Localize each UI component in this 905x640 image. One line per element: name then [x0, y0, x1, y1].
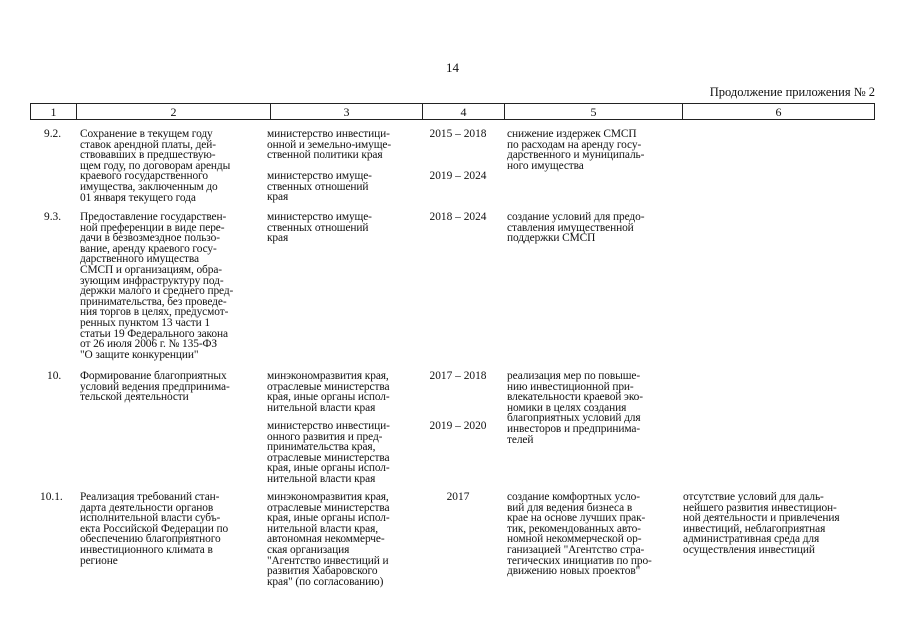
row-number: 9.3. — [44, 211, 62, 223]
column-number: 3 — [271, 104, 423, 120]
measure-text: Реализация требований стан- дарта деятельности органов исполнительной власти субъ- екта Российской Федерации по обеспечению благоприятного инвестиционного климата в регионе — [80, 491, 229, 567]
column-number: 1 — [31, 104, 77, 120]
result-text: создание условий для предо- ставления имущественной поддержки СМСП — [507, 211, 645, 245]
row-number: 9.2. — [44, 128, 62, 140]
executor-text: министерство инвестици- онной и земельно-имуще- ственной политики края — [267, 128, 392, 162]
result-text: создание комфортных усло- вий для ведения бизнеса в крае на основе лучших прак- тик, рекомендованных авто- номной некоммерческой ор- ганизацией "Агентство стра- тегических инициатив по про- движению новых проектов" — [507, 491, 652, 578]
period-text: 2015 – 2018 — [429, 128, 487, 140]
column-number: 6 — [683, 104, 875, 120]
row-number: 10. — [47, 370, 62, 382]
executor-text: министерство имуще- ственных отношений края — [267, 211, 372, 245]
period-text: 2017 – 2018 — [429, 370, 487, 382]
page-number: 14 — [446, 60, 459, 75]
measure-text: Предоставление государствен- ной преференции в виде пере- дачи в безвозмездное пользо- вание, аренду краевого госу- дарственного имущества СМСП и организациям, обра- зующим инфраструктуру под- держки малого и среднего пред- принимательства, без проведе- ния торгов в целях, предусмот- ренных пунктом 13 части 1 статьи 19 Федерального закона от 26 июля 2006 г. № 135-ФЗ "О защите конкуренции" — [80, 211, 234, 361]
row-number: 10.1. — [40, 491, 63, 503]
measure-text: Формирование благоприятных условий ведения предпринима- тельской деятельности — [80, 370, 230, 404]
result-text: реализация мер по повыше- нию инвестиционной при- влекательности краевой эко- номики в целях создания благоприятных условий для инвесторов и предпринима- телей — [507, 370, 643, 446]
executor-text: минэкономразвития края, отраслевые министерства края, иные органы испол- нительной власти края, автономная некоммерче- ская организация "Агентство инвестиций и развития Хабаровского края" (по согласованию) — [267, 491, 390, 588]
column-number-header — [30, 103, 875, 120]
column-number: 2 — [77, 104, 271, 120]
period-text: 2019 – 2024 — [429, 170, 487, 182]
column-number: 4 — [423, 104, 505, 120]
period-text: 2018 – 2024 — [429, 211, 487, 223]
executor-text: министерство имуще- ственных отношений края — [267, 170, 372, 204]
continuation-caption: Продолжение приложения № 2 — [709, 85, 875, 99]
period-text: 2019 – 2020 — [429, 420, 487, 432]
consequence-text: отсутствие условий для даль- нейшего развития инвестицион- ной деятельности и привлечения инвестиций, неблагоприятная административная среда для осуществления инвестиций — [683, 491, 840, 556]
executor-text: министерство инвестици- онного развития и пред- принимательства края, отраслевые министерства края, иные органы испол- нительной власти края — [267, 420, 390, 485]
column-number: 5 — [505, 104, 683, 120]
result-text: снижение издержек СМСП по расходам на аренду госу- дарственного и муниципаль- ного имущества — [507, 128, 645, 172]
measure-text: Сохранение в текущем году ставок арендной платы, дей- ствовавших в предшествую- щем году, по договорам аренды краевого государственного имущества, заключенным до 01 января текущего года — [80, 128, 231, 204]
period-text: 2017 — [446, 491, 470, 503]
executor-text: минэкономразвития края, отраслевые министерства края, иные органы испол- нительной власти края — [267, 370, 390, 414]
